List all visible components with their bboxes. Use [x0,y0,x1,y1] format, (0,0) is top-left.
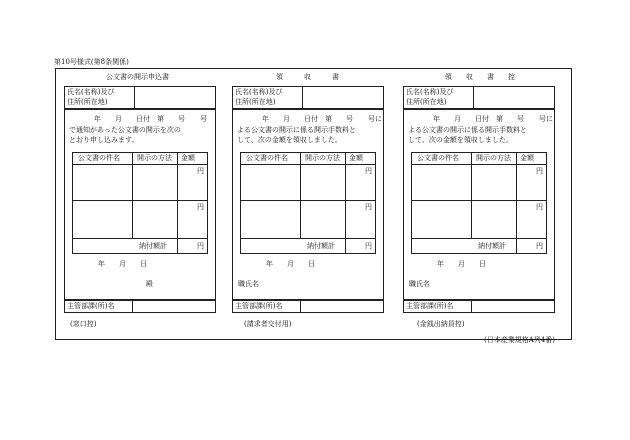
address-label: 住所(所在地) [67,98,108,106]
panel-title: 領 収 書 控 [445,73,515,81]
col-amount: 金額 [349,154,363,162]
dept-label: 主管部課(所)名 [406,302,454,310]
name-label: 氏名(名称)及び [67,88,115,96]
intro-date: 年 月 日付 第 号 [94,115,185,123]
yen-1: 円 [365,167,372,175]
col-subject: 公文書の件名 [78,154,120,162]
body-line-2: して、次の金額を領収しました。 [237,136,342,144]
total-label: 納付額計 [478,242,506,250]
body-line-2: とおり申し込みます。 [69,136,139,144]
panel-footer: (金銭出納員控) [417,320,465,328]
panel-title: 公文書の開示申込書 [106,73,169,81]
standard-note: (日本産業規格A列4番) [484,336,555,344]
name-label: 氏名(名称)及び [235,88,283,96]
panel-application [64,70,216,330]
col-amount: 金額 [181,154,195,162]
body-line-2: して、次の金額を領収しました。 [408,136,513,144]
date-line: 年 月 日 [266,260,315,268]
official-name-label: 職氏名 [238,280,259,288]
yen-2: 円 [197,203,204,211]
intro-suffix: 号 [200,115,207,123]
intro-date: 年 月 日付 第 号 [433,115,524,123]
body-line-1: よる公文書の開示に係る開示手数料と [408,126,527,134]
col-amount: 金額 [520,154,534,162]
yen-2: 円 [365,203,372,211]
yen-total: 円 [197,242,204,250]
col-subject: 公文書の件名 [417,154,459,162]
panel-receipt-copy [403,70,555,330]
yen-total: 円 [536,242,543,250]
col-method: 開示の方法 [305,154,340,162]
col-method: 開示の方法 [476,154,511,162]
name-label: 氏名(名称)及び [406,88,454,96]
body-line-1: よる公文書の開示に係る開示手数料と [237,126,356,134]
body-line-1: で通知があった公文書の開示を次の [69,126,181,134]
yen-total: 円 [365,242,372,250]
intro-date: 年 月 日付 第 号 [262,115,353,123]
address-label: 住所(所在地) [406,98,447,106]
panel-receipt [232,70,384,330]
panel-title: 領 収 書 [276,73,339,81]
total-label: 納付額計 [139,242,167,250]
dept-label: 主管部課(所)名 [235,302,283,310]
dept-label: 主管部課(所)名 [67,302,115,310]
address-label: 住所(所在地) [235,98,276,106]
addressee-suffix: 殿 [146,280,153,288]
date-line: 年 月 日 [437,260,486,268]
col-method: 開示の方法 [137,154,172,162]
yen-1: 円 [536,167,543,175]
intro-suffix: 号に [539,115,553,123]
form-number: 第10号様式(第8条関係) [54,58,129,66]
panel-footer: (請求者交付用) [244,320,292,328]
yen-1: 円 [197,167,204,175]
date-line: 年 月 日 [98,260,147,268]
col-subject: 公文書の件名 [246,154,288,162]
intro-suffix: 号に [368,115,382,123]
panel-footer: (窓口控) [70,320,97,328]
yen-2: 円 [536,203,543,211]
official-name-label: 職氏名 [409,280,430,288]
total-label: 納付額計 [307,242,335,250]
